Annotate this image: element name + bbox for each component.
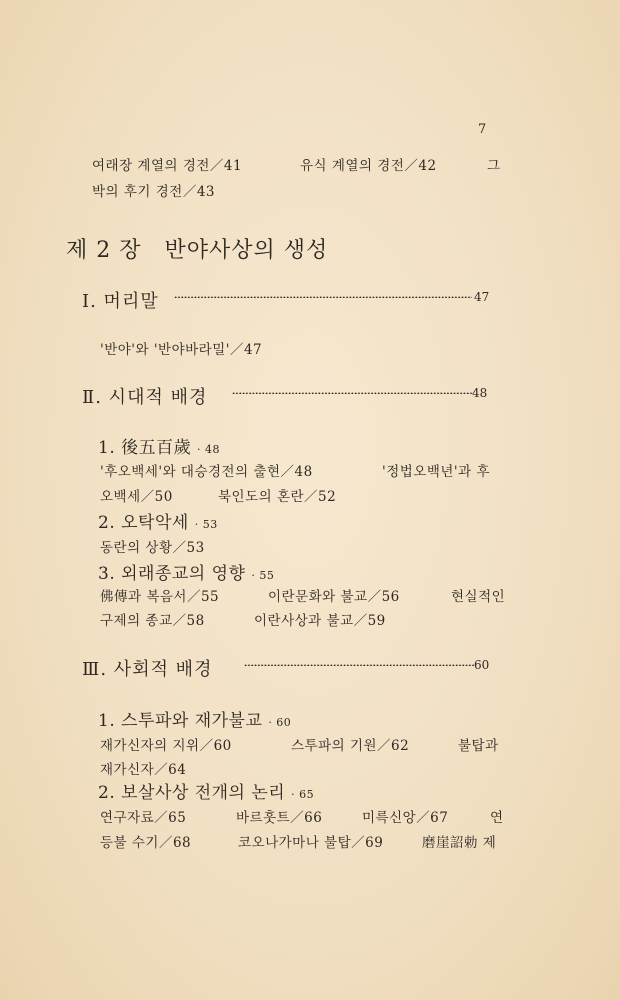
toc-entry: 연 (490, 810, 504, 826)
subsection-heading (98, 778, 314, 803)
toc-entry: '반야'와 '반야바라밀'／47 (100, 342, 263, 358)
subsection-page: · 53 (194, 518, 218, 531)
toc-entry: 현실적인 (451, 589, 506, 605)
subsection-heading (98, 706, 291, 731)
subsection-page: · 48 (197, 443, 221, 456)
toc-entry: 이란사상과 불교／59 (254, 613, 386, 629)
subsection-page: · 55 (251, 569, 275, 582)
toc-entry: '정법오백년'과 후 (382, 464, 491, 480)
subsection-heading (98, 508, 218, 533)
section-page-number: 47 (474, 290, 490, 304)
section-page-number: 60 (474, 658, 490, 672)
toc-entry: '후오백세'와 대승경전의 출현／48 (100, 464, 313, 480)
toc-entry: 동란의 상황／53 (100, 540, 205, 556)
section-heading: Ⅱ. 시대적 배경 (82, 387, 208, 408)
leader-dots (244, 664, 474, 666)
subsection-page: · 65 (291, 788, 315, 801)
toc-entry: 그 (487, 158, 501, 174)
subsection-heading (98, 559, 274, 584)
toc-entry: 북인도의 혼란／52 (218, 489, 337, 505)
toc-entry: 박의 후기 경전／43 (92, 184, 216, 200)
toc-entry: 불탑과 (458, 738, 499, 754)
subsection-title: 1. 스투파와 재가불교 (98, 711, 263, 731)
toc-entry: 연구자료／65 (100, 810, 187, 826)
subsection-title: 2. 보살사상 전개의 논리 (98, 783, 286, 803)
leader-dots (174, 296, 472, 298)
toc-entry: 재가신자／64 (100, 762, 187, 778)
section-heading: Ⅰ. 머리말 (82, 291, 159, 312)
subsection-title: 2. 오탁악세 (98, 513, 189, 533)
toc-entry: 스투파의 기원／62 (291, 738, 410, 754)
toc-entry: 재가신자의 지위／60 (100, 738, 232, 754)
toc-entry: 바르훗트／66 (236, 810, 323, 826)
subsection-page: · 60 (268, 716, 292, 729)
page-number: 7 (478, 122, 487, 137)
toc-entry: 유식 계열의 경전／42 (300, 158, 437, 174)
toc-entry: 등불 수기／68 (100, 835, 192, 851)
toc-entry: 佛傳과 복음서／55 (100, 589, 220, 605)
toc-entry: 구제의 종교／58 (100, 613, 205, 629)
leader-dots (232, 392, 472, 394)
toc-entry: 여래장 계열의 경전／41 (92, 158, 243, 174)
subsection-heading (98, 433, 220, 458)
toc-entry: 이란문화와 불교／56 (268, 589, 400, 605)
toc-entry: 오백세／50 (100, 489, 173, 505)
toc-entry: 미륵신앙／67 (362, 810, 449, 826)
toc-entry: 코오나가마나 불탑／69 (238, 835, 384, 851)
toc-entry: 磨崖詔勅 제 (422, 835, 497, 851)
section-heading: Ⅲ. 사회적 배경 (82, 659, 213, 680)
subsection-title: 1. 後五百歲 (98, 438, 192, 458)
subsection-title: 3. 외래종교의 영향 (98, 564, 246, 584)
section-page-number: 48 (472, 386, 488, 400)
chapter-title: 제 2 장 반야사상의 생성 (66, 238, 329, 263)
